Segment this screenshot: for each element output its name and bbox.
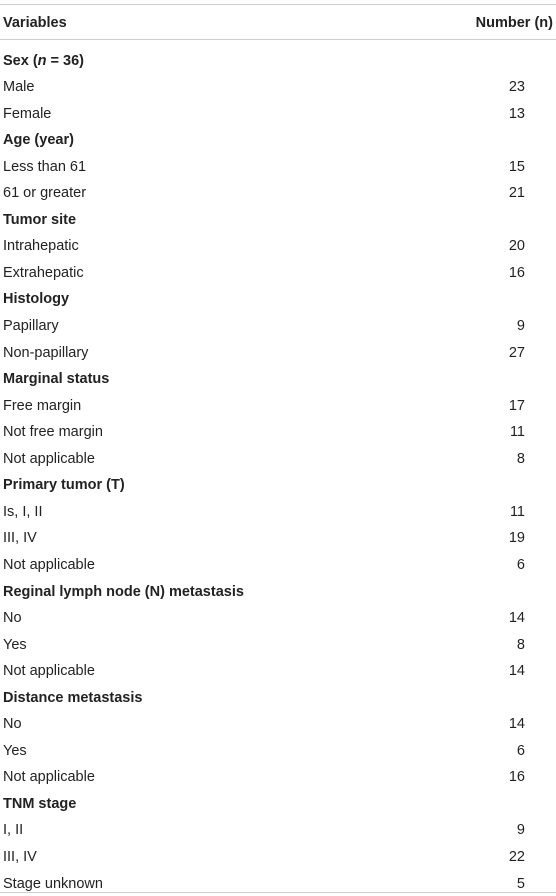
count-value: 14 <box>508 610 525 627</box>
table-row <box>0 631 556 658</box>
count-value: 11 <box>509 424 525 441</box>
table-row <box>0 392 556 419</box>
table-row <box>0 445 556 472</box>
column-header-variables: Variables <box>3 15 67 31</box>
table-row <box>0 604 556 631</box>
section-label: Histology <box>3 291 70 308</box>
table-row <box>0 179 556 206</box>
section-header-row <box>0 285 556 312</box>
variable-label: Is, I, II <box>3 503 43 520</box>
variable-label: Extrahepatic <box>3 264 84 281</box>
table-row <box>0 339 556 366</box>
section-header-row <box>0 206 556 233</box>
count-value: 6 <box>516 742 525 759</box>
variable-label: Stage unknown <box>3 875 103 892</box>
table-row <box>0 710 556 737</box>
variable-label: Male <box>3 79 35 96</box>
variable-label: No <box>3 610 22 627</box>
table-row <box>0 100 556 127</box>
variable-label: Yes <box>3 742 27 759</box>
variable-label: Intrahepatic <box>3 238 79 255</box>
variable-label: Non-papillary <box>3 344 89 361</box>
table-row <box>0 657 556 684</box>
table-row <box>0 816 556 843</box>
count-value: 6 <box>516 556 525 573</box>
table-row <box>0 259 556 286</box>
section-label: Reginal lymph node (N) metastasis <box>3 583 244 600</box>
section-label: Distance metastasis <box>3 689 143 706</box>
variable-label: Female <box>3 105 52 122</box>
variable-label: Not applicable <box>3 450 95 467</box>
column-header-number: Number (n) <box>475 15 553 31</box>
variable-label: III, IV <box>3 530 37 547</box>
count-value: 15 <box>508 158 525 175</box>
table-row <box>0 498 556 525</box>
section-header-row <box>0 47 556 74</box>
table-header-rule <box>0 39 556 40</box>
count-value: 21 <box>508 185 525 202</box>
variable-label: III, IV <box>3 849 37 865</box>
count-value: 27 <box>508 344 525 361</box>
count-value: 19 <box>508 530 525 547</box>
variable-label: Less than 61 <box>3 158 87 175</box>
table-bottom-rule <box>0 892 556 893</box>
count-value: 20 <box>508 238 525 255</box>
variable-label: Not applicable <box>3 769 95 786</box>
table-row <box>0 418 556 445</box>
count-value: 16 <box>508 264 525 281</box>
table-row <box>0 524 556 551</box>
section-label: Age (year) <box>3 132 74 149</box>
section-header-row <box>0 365 556 392</box>
table-row <box>0 312 556 339</box>
count-value: 23 <box>508 79 525 96</box>
table-header <box>0 5 556 38</box>
count-value: 13 <box>508 105 525 122</box>
variable-label: Not free margin <box>3 424 103 441</box>
variable-label: Not applicable <box>3 663 95 680</box>
variable-label: Yes <box>3 636 27 653</box>
section-header-row <box>0 471 556 498</box>
variable-label: Papillary <box>3 318 59 334</box>
section-label: Primary tumor (T) <box>3 477 125 494</box>
variable-label: I, II <box>3 822 24 839</box>
variable-label: No <box>3 716 22 733</box>
count-value: 8 <box>516 450 525 467</box>
count-value: 22 <box>508 849 525 865</box>
section-label: TNM stage <box>3 795 77 812</box>
variable-label: 61 or greater <box>3 185 87 202</box>
section-label: Marginal status <box>3 371 110 388</box>
count-value: 16 <box>508 769 525 786</box>
count-value: 17 <box>508 397 525 414</box>
count-value: 11 <box>509 503 525 520</box>
count-value: 9 <box>516 318 525 334</box>
table-row <box>0 763 556 790</box>
count-value: 8 <box>516 636 525 653</box>
table-row <box>0 737 556 764</box>
table-row <box>0 843 556 870</box>
section-header-row <box>0 684 556 711</box>
section-label: Tumor site <box>3 211 77 228</box>
count-value: 14 <box>508 716 525 733</box>
count-value: 5 <box>516 875 525 892</box>
section-label: Sex (n = 36) <box>3 52 85 69</box>
count-value: 9 <box>516 822 525 839</box>
table-row <box>0 232 556 259</box>
section-header-row <box>0 126 556 153</box>
variable-label: Free margin <box>3 397 82 414</box>
variable-label: Not applicable <box>3 556 95 573</box>
table-row <box>0 153 556 180</box>
count-value: 14 <box>508 663 525 680</box>
table-row <box>0 551 556 578</box>
section-header-row <box>0 578 556 605</box>
section-header-row <box>0 790 556 817</box>
table-row <box>0 73 556 100</box>
